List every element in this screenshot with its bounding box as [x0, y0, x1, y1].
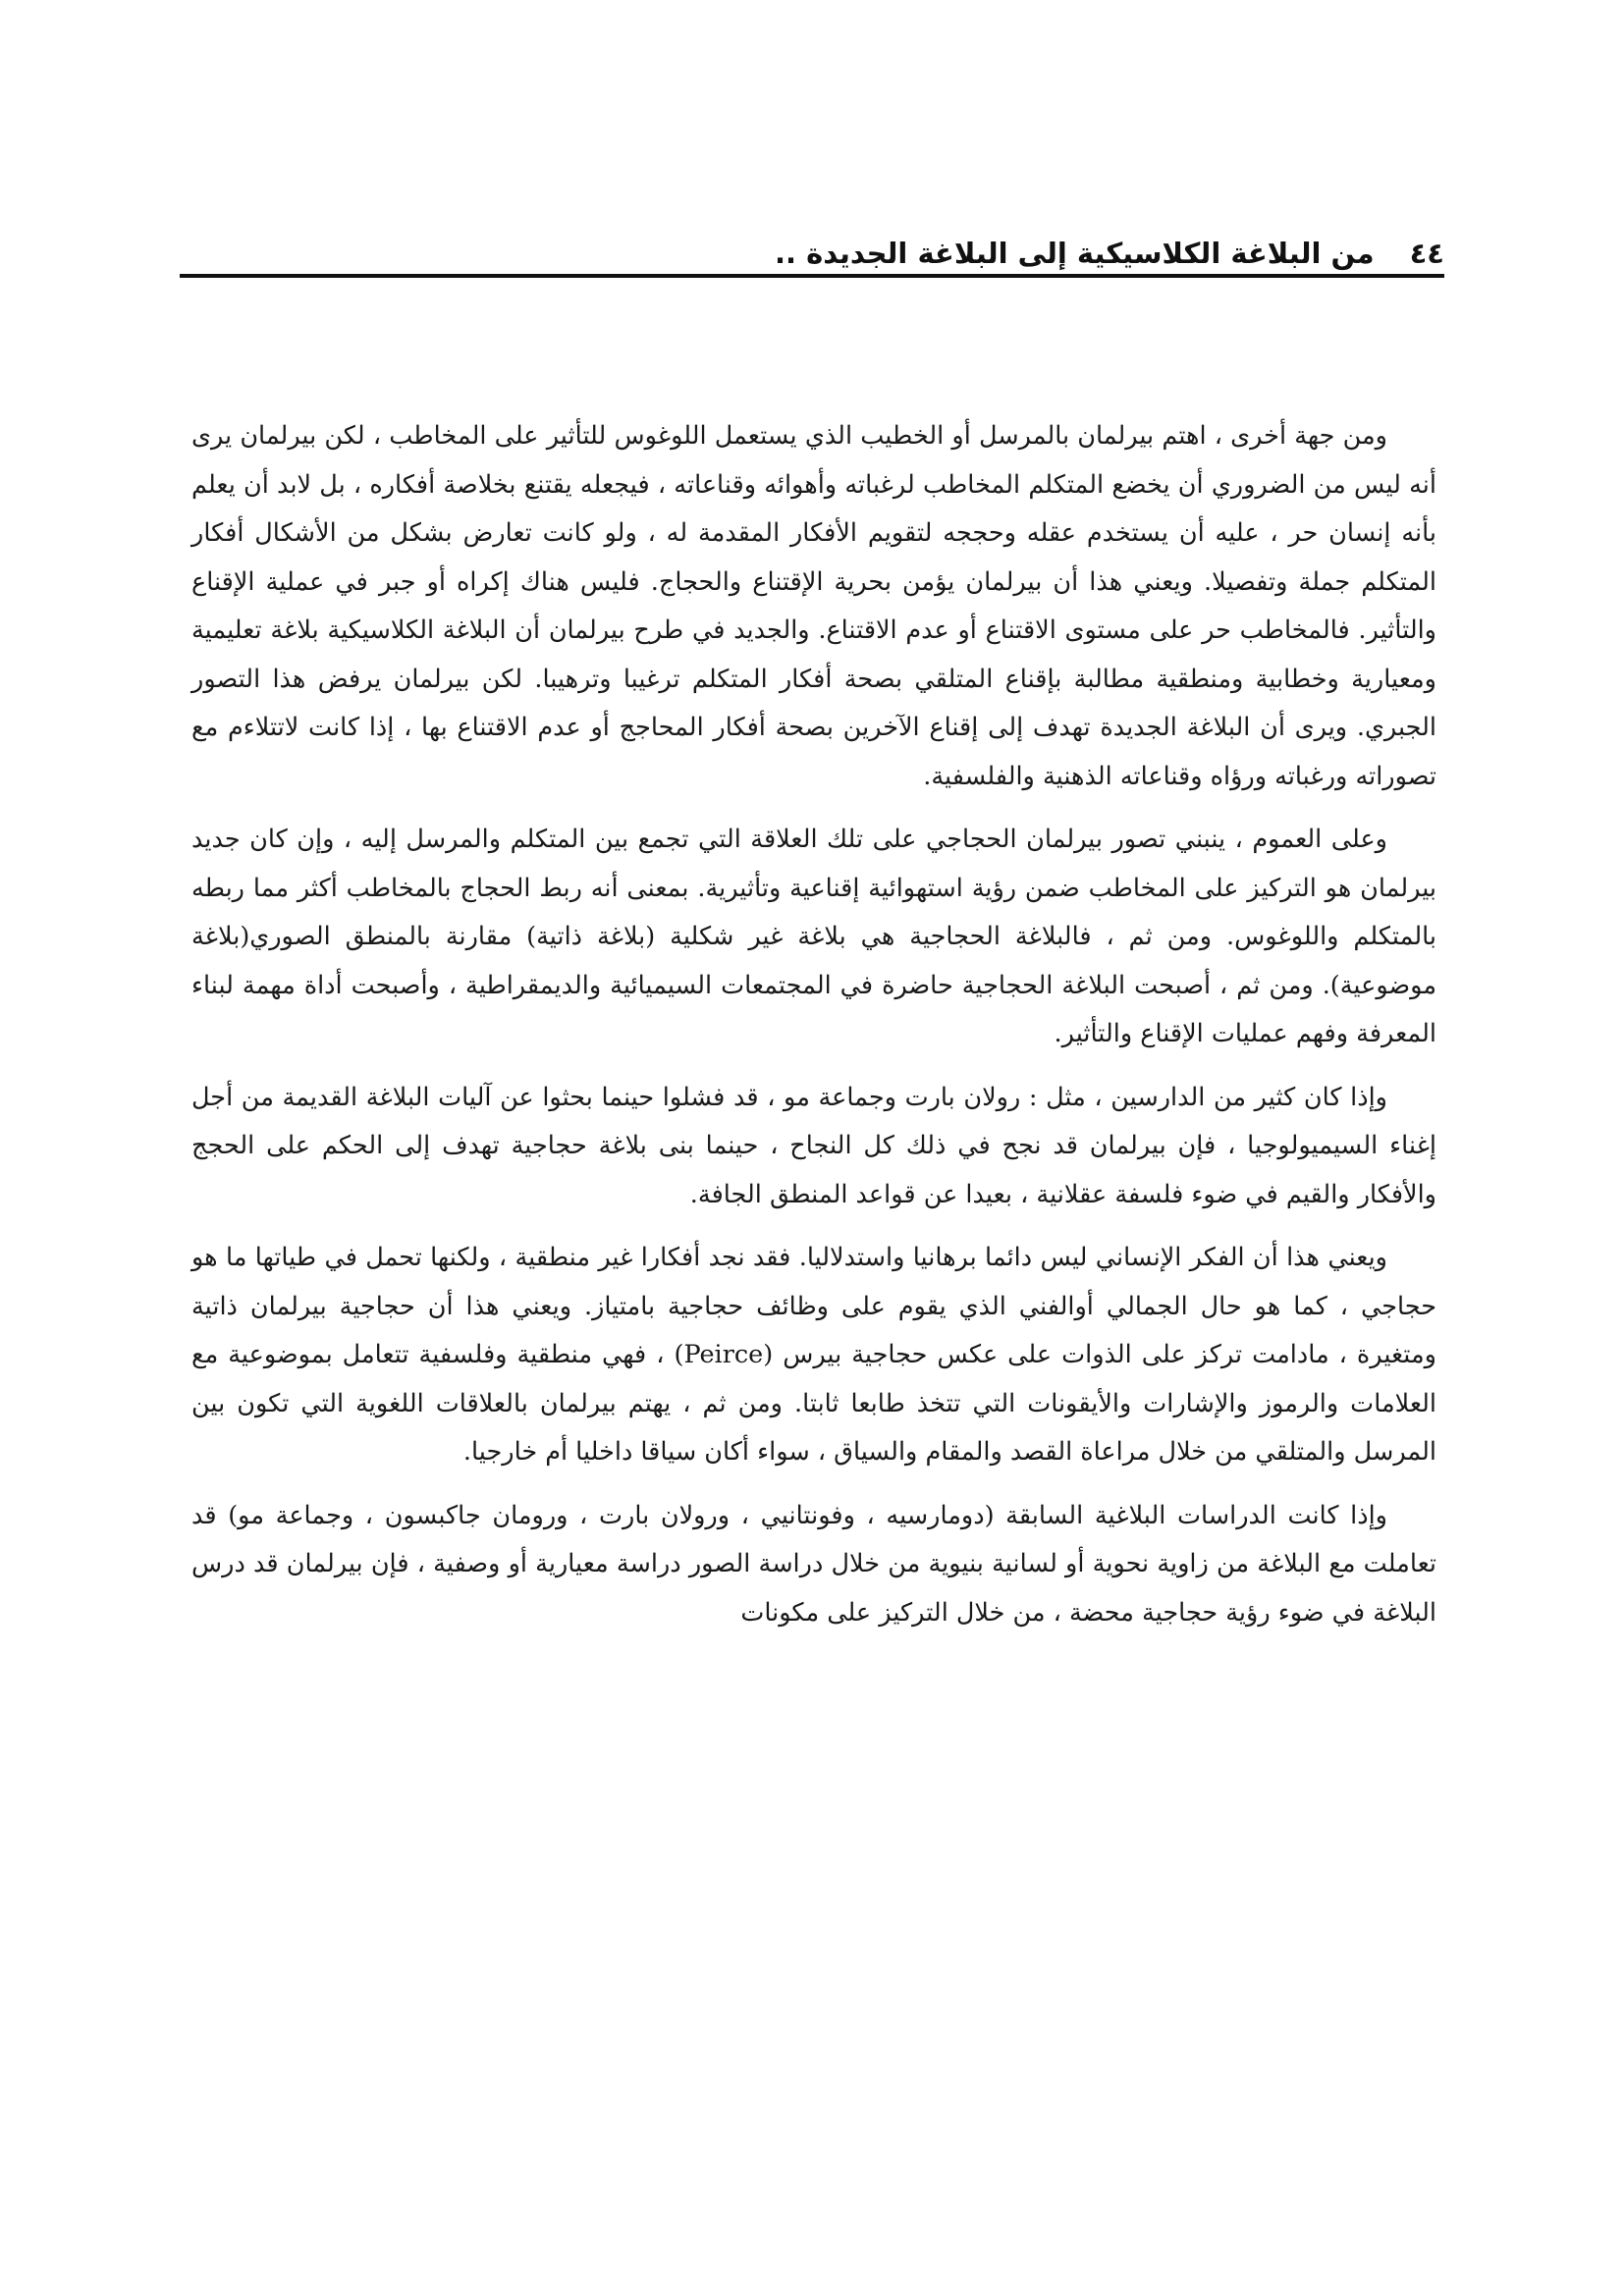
running-title: من البلاغة الكلاسيكية إلى البلاغة الجديدة .. [774, 237, 1375, 270]
body-text [191, 412, 1436, 1652]
header-rule [180, 274, 1444, 278]
paragraph: وإذا كانت الدراسات البلاغية السابقة (دومارسيه ، وفونتانيي ، ورولان بارت ، ورومان جاكبسون ، وجماعة مو) قد تعاملت مع البلاغة من زاوية نحوية أو لسانية بنيوية من خلال دراسة الصور دراسة معيارية أو وصفية ، فإن بيرلمان قد درس البلاغة في ضوء رؤية حجاجية محضة ، من خلال التركيز على مكونات [191, 1500, 1436, 1628]
paragraph: ومن جهة أخرى ، اهتم بيرلمان بالمرسل أو الخطيب الذي يستعمل اللوغوس للتأثير على المخاطب ، لكن بيرلمان يرى أنه ليس من الضروري أن يخضع المتكلم المخاطب لرغباته وأهوائه وقناعاته ، فيجعله يقتنع بخلاصة أفكاره ، بل لابد أن يعلم بأنه إنسان حر ، عليه أن يستخدم عقله وحججه لتقويم الأفكار المقدمة له ، ولو كانت تعارض بشكل من الأشكال أفكار المتكلم جملة وتفصيلا. ويعني هذا أن بيرلمان يؤمن بحرية الإقتناع والحجاج. فليس هناك إكراه أو جبر في عملية الإقناع والتأثير. فالمخاطب حر على مستوى الاقتناع أو عدم الاقتناع. والجديد في طرح بيرلمان أن البلاغة الكلاسيكية بلاغة تعليمية ومعيارية وخطابية ومنطقية مطالبة بإقناع المتلقي بصحة أفكار المتكلم ترغيبا وترهيبا. لكن بيرلمان يرفض هذا التصور الجبري. ويرى أن البلاغة الجديدة تهدف إلى إقناع الآخرين بصحة أفكار المحاجج أو عدم الاقتناع بها ، إذا كانت لاتتلاءم مع تصوراته ورغباته ورؤاه وقناعاته الذهنية والفلسفية. [191, 421, 1436, 791]
paragraph: وإذا كان كثير من الدارسين ، مثل : رولان بارت وجماعة مو ، قد فشلوا حينما بحثوا عن آليات البلاغة القديمة من أجل إغناء السيميولوجيا ، فإن بيرلمان قد نجح في ذلك كل النجاح ، حينما بنى بلاغة حجاجية تهدف إلى الحكم على الحجج والأفكار والقيم في ضوء فلسفة عقلانية ، بعيدا عن قواعد المنطق الجافة. [191, 1082, 1436, 1209]
paragraph: وعلى العموم ، ينبني تصور بيرلمان الحجاجي على تلك العلاقة التي تجمع بين المتكلم والمرسل إليه ، وإن كان جديد بيرلمان هو التركيز على المخاطب ضمن رؤية استهوائية إقناعية وتأثيرية. بمعنى أنه ربط الحجاج بالمخاطب أكثر مما ربطه بالمتكلم واللوغوس. ومن ثم ، فالبلاغة الحجاجية هي بلاغة غير شكلية (بلاغة ذاتية) مقارنة بالمنطق الصوري(بلاغة موضوعية). ومن ثم ، أصبحت البلاغة الحجاجية حاضرة في المجتمعات السيميائية والديمقراطية ، وأصبحت أداة مهمة لبناء المعرفة وفهم عمليات الإقناع والتأثير. [191, 825, 1436, 1048]
running-header [180, 211, 1444, 270]
page-number: ٤٤ [1409, 237, 1444, 270]
paragraph: ويعني هذا أن الفكر الإنساني ليس دائما برهانيا واستدلاليا. فقد نجد أفكارا غير منطقية ، ولكنها تحمل في طياتها ما هو حجاجي ، كما هو حال الجمالي أوالفني الذي يقوم على وظائف حجاجية بامتياز. ويعني هذا أن حجاجية بيرلمان ذاتية ومتغيرة ، مادامت تركز على الذوات على عكس حجاجية بيرس (Peirce) ، فهي منطقية وفلسفية تتعامل بموضوعية مع العلامات والرموز والإشارات والأيقونات التي تتخذ طابعا ثابتا. ومن ثم ، يهتم بيرلمان بالعلاقات اللغوية التي تكون بين المرسل والمتلقي من خلال مراعاة القصد والمقام والسياق ، سواء أكان سياقا داخليا أم خارجيا. [191, 1243, 1436, 1467]
